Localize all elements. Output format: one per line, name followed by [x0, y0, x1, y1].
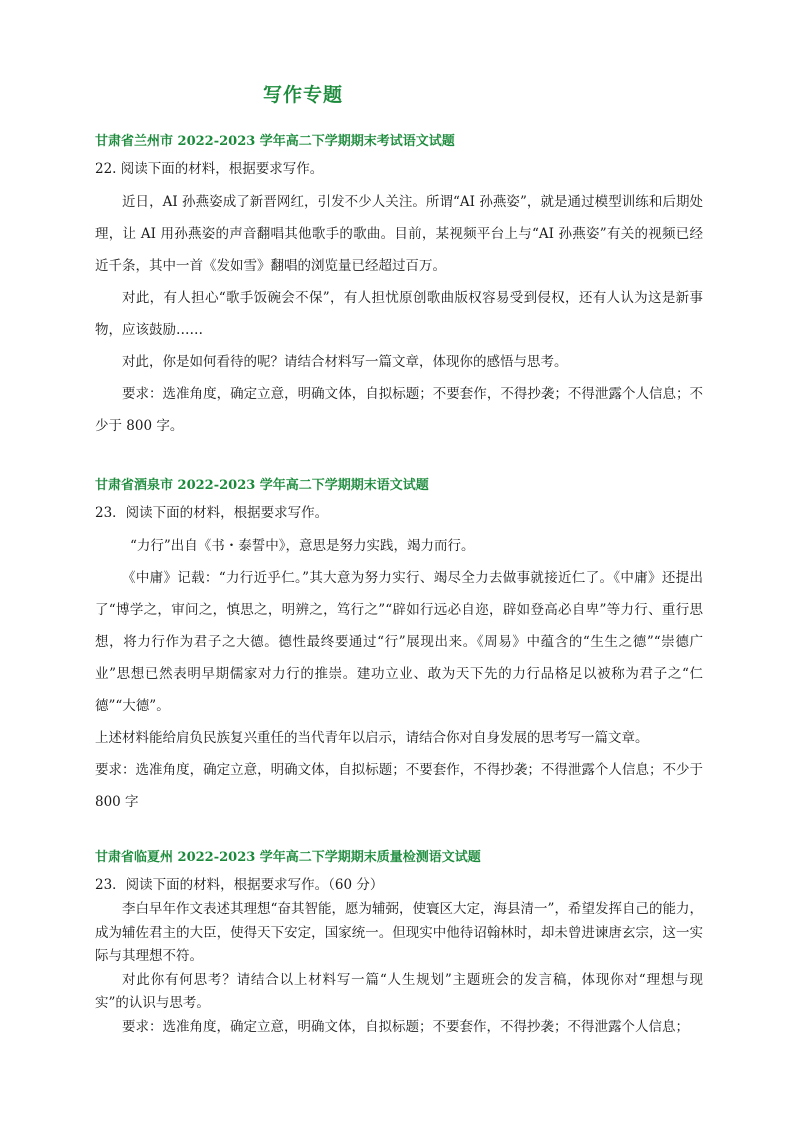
- material-paragraph: 对此，有人担心“歌手饭碗会不保”，有人担忧原创歌曲版权容易受到侵权，还有人认为这是新事物，应该鼓励……: [95, 290, 703, 338]
- question-prompt: 23．阅读下面的材料，根据要求写作。（60 分）: [95, 877, 384, 893]
- task-paragraph: 对此，你是如何看待的呢？请结合材料写一篇文章，体现你的感悟与思考。: [122, 354, 568, 370]
- material-paragraph: 《中庸》记载：“力行近乎仁。”其大意为努力实行、竭尽全力去做事就接近仁了。《中庸》还提出了“博学之，审问之，慎思之，明辨之，笃行之”“辟如行远必自迩，辟如登高必自卑”等力行、重行思想，将力行作为君子之大德。德性最终要通过“行”展现出来。《周易》中蕴含的“生生之德”“崇德广业”思想已然表明早期儒家对力行的推崇。建功立业、敢为天下先的力行品格足以被称为君子之“仁德”“大德”。: [95, 570, 703, 714]
- task-paragraph: 对此你有何思考？请结合以上材料写一篇“人生规划”主题班会的发言稿，体现你对“理想与现实”的认识与思考。: [95, 971, 703, 1011]
- section-heading: 甘肃省临夏州 2022-2023 学年高二下学期期末质量检测语文试题: [95, 850, 481, 865]
- material-paragraph: 李白早年作文表述其理想“奋其智能，愿为辅弼，使寰区大定，海县清一”，希望发挥自己的能力，成为辅佐君主的大臣，使得天下安定，国家统一。但现实中他待诏翰林时，却未曾进谏唐玄宗，这一实际与其理想不符。: [95, 901, 703, 964]
- requirements-paragraph: 要求：选准角度，确定立意，明确文体，自拟标题；不要套作，不得抄袭；不得泄露个人信息；不少于 800 字: [95, 762, 703, 810]
- section-jiuquan: [95, 476, 703, 818]
- page-title: 写作专题: [263, 84, 344, 106]
- material-paragraph: 近日，AI 孙燕姿成了新晋网红，引发不少人关注。所谓“AI 孙燕姿”，就是通过模型训练和后期处理，让 AI 用孙燕姿的声音翻唱其他歌手的歌曲。目前，某视频平台上与“AI 孙燕姿”有关的视频已经近千条，其中一首《发如雪》翻唱的浏览量已经超过百万。: [95, 194, 703, 274]
- task-paragraph: 上述材料能给肩负民族复兴重任的当代青年以启示，请结合你对自身发展的思考写一篇文章。: [95, 730, 649, 746]
- question-prompt: 22. 阅读下面的材料，根据要求写作。: [95, 161, 324, 177]
- section-heading: 甘肃省酒泉市 2022-2023 学年高二下学期期末语文试题: [95, 478, 429, 493]
- section-linxia: [95, 848, 703, 1039]
- requirements-paragraph: 要求：选准角度，确定立意，明确文体，自拟标题；不要套作，不得抄袭；不得泄露个人信息；不少于 800 字。: [95, 386, 703, 434]
- material-paragraph: “力行”出自《书・泰誓中》，意思是努力实践，竭力而行。: [130, 538, 475, 554]
- question-prompt: 23．阅读下面的材料，根据要求写作。: [95, 505, 329, 521]
- requirements-paragraph: 要求：选准角度，确定立意，明确文体，自拟标题；不要套作，不得抄袭；不得泄露个人信息；: [122, 1018, 689, 1035]
- section-heading: 甘肃省兰州市 2022-2023 学年高二下学期期末考试语文试题: [95, 134, 455, 149]
- section-lanzhou: [95, 132, 703, 442]
